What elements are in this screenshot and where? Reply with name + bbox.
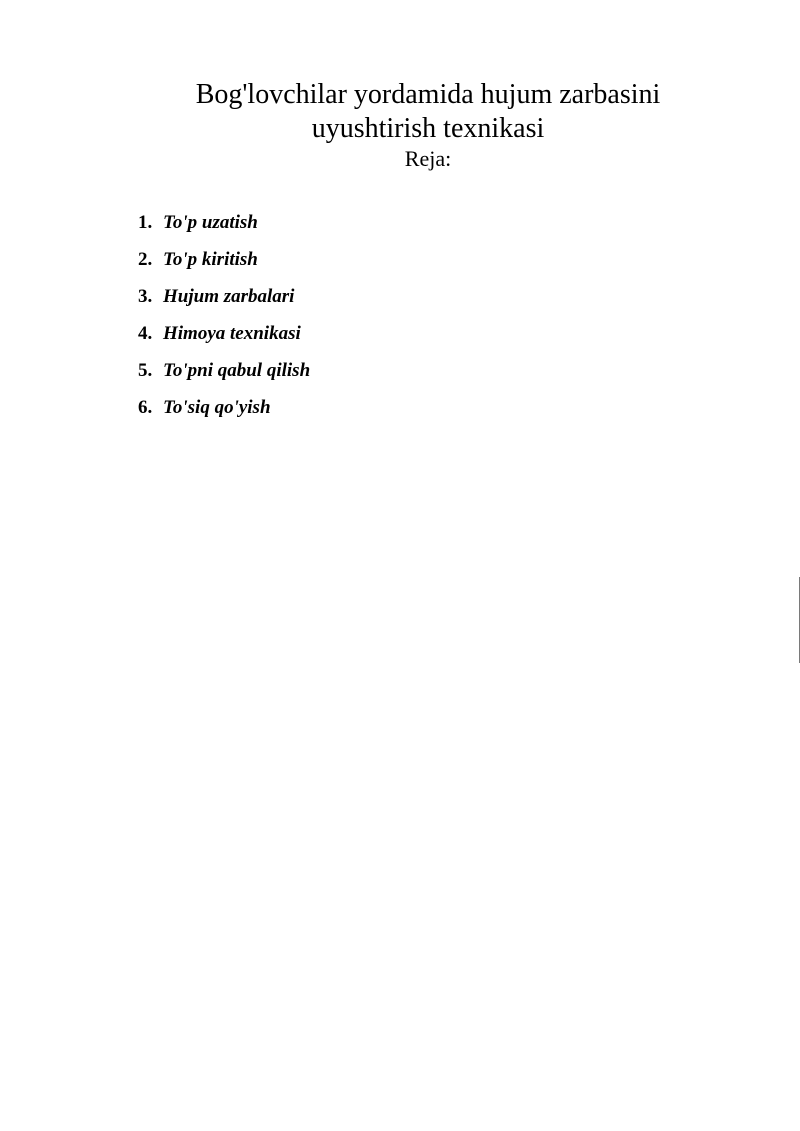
plan-item xyxy=(138,278,310,315)
plan-item-text: Himoya texnikasi xyxy=(163,323,301,344)
plan-item-text: To'p kiritish xyxy=(163,249,258,270)
document-title: Bog'lovchilar yordamida hujum zarbasini uyushtirish texnikasi xyxy=(195,79,661,144)
plan-item-number: 3. xyxy=(138,286,153,307)
plan-item-number: 5. xyxy=(138,360,153,381)
plan-item-number: 2. xyxy=(138,249,153,270)
plan-item-text: To'p uzatish xyxy=(163,212,258,233)
plan-heading: Reja: xyxy=(404,146,452,171)
plan-item xyxy=(138,241,310,278)
plan-item xyxy=(138,204,310,241)
plan-list xyxy=(138,204,310,426)
plan-item xyxy=(138,352,310,389)
plan-item-text: Hujum zarbalari xyxy=(163,286,295,307)
plan-item-number: 1. xyxy=(138,212,153,233)
plan-item xyxy=(138,315,310,352)
plan-item-number: 6. xyxy=(138,397,153,418)
plan-item-number: 4. xyxy=(138,323,153,344)
plan-item-text: To'pni qabul qilish xyxy=(163,360,311,381)
plan-item-text: To'siq qo'yish xyxy=(163,397,271,418)
plan-item xyxy=(138,389,310,426)
